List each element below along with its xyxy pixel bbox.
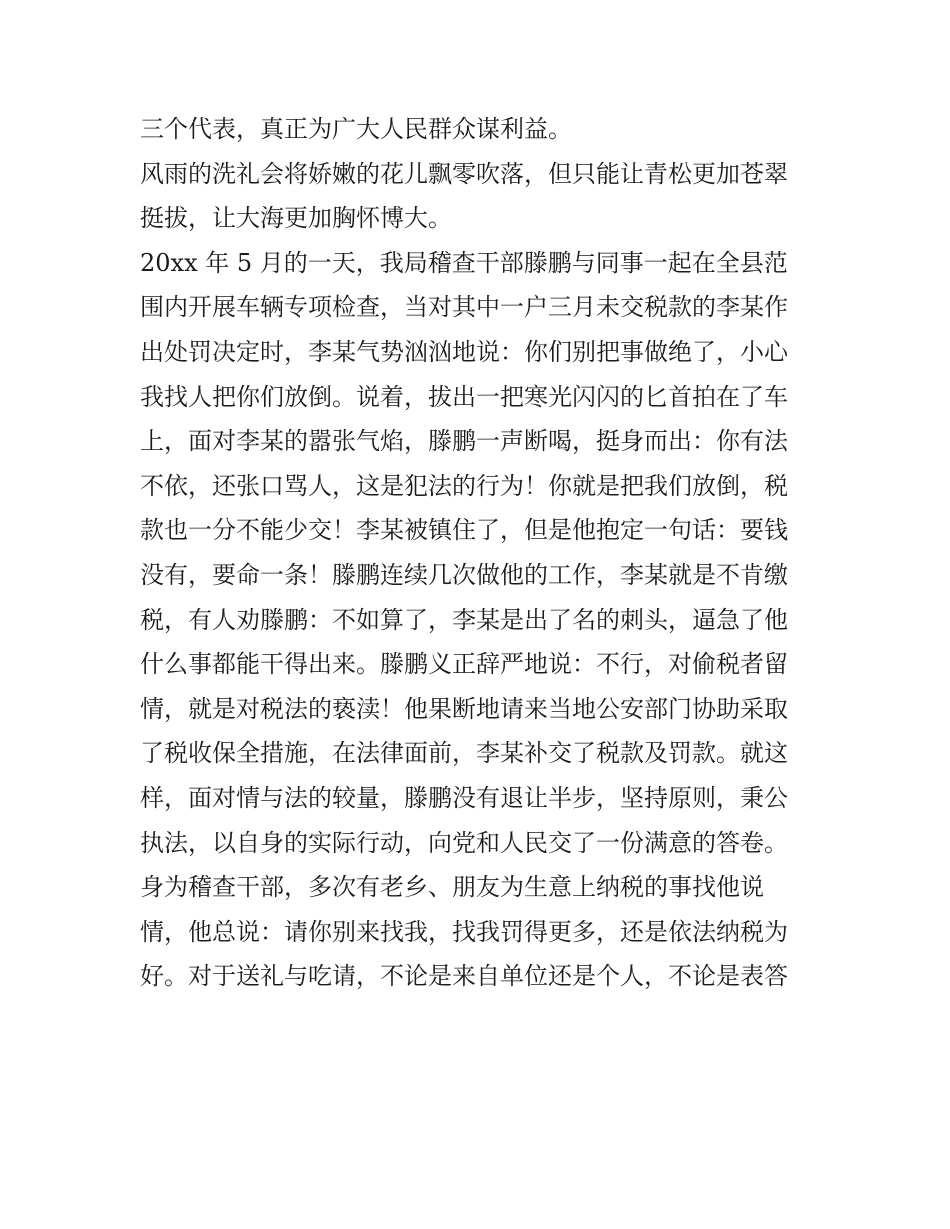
text-line: 不依，还张口骂人，这是犯法的行为！你就是把我们放倒，税 xyxy=(140,471,788,500)
text-line: 税，有人劝滕鹏：不如算了，李某是出了名的刺头，逼急了他 xyxy=(140,605,788,634)
text-line: 上，面对李某的嚣张气焰，滕鹏一声断喝，挺身而出：你有法 xyxy=(140,427,788,456)
text-line: 情，就是对税法的亵渎！他果断地请来当地公安部门协助采取 xyxy=(140,694,788,723)
text-line: 什么事都能干得出来。滕鹏义正辞严地说：不行，对偷税者留 xyxy=(140,650,788,679)
text-line: 我找人把你们放倒。说着，拔出一把寒光闪闪的匕首拍在了车 xyxy=(140,382,788,411)
text-line: 好。对于送礼与吃请，不论是来自单位还是个人，不论是表答 xyxy=(140,962,788,991)
text-line: 情，他总说：请你别来找我，找我罚得更多，还是依法纳税为 xyxy=(140,917,788,946)
text-line: 没有，要命一条！滕鹏连续几次做他的工作，李某就是不肯缴 xyxy=(140,560,788,589)
text-line: 挺拔，让大海更加胸怀博大。 xyxy=(140,204,452,233)
text-line: 围内开展车辆专项检查，当对其中一户三月未交税款的李某作 xyxy=(140,293,788,322)
text-line: 款也一分不能少交！李某被镇住了，但是他抱定一句话：要钱 xyxy=(140,516,788,545)
text-line: 了税收保全措施，在法律面前，李某补交了税款及罚款。就这 xyxy=(140,739,788,768)
text-line: 执法，以自身的实际行动，向党和人民交了一份满意的答卷。 xyxy=(140,828,788,857)
text-line: 风雨的洗礼会将娇嫩的花儿飘零吹落，但只能让青松更加苍翠 xyxy=(140,159,788,188)
text-line: 身为稽查干部，多次有老乡、朋友为生意上纳税的事找他说 xyxy=(140,873,764,902)
text-line: 三个代表，真正为广大人民群众谋利益。 xyxy=(140,115,572,143)
body-text xyxy=(140,107,820,999)
text-line: 样，面对情与法的较量，滕鹏没有退让半步，坚持原则，秉公 xyxy=(140,783,788,812)
text-line: 20xx 年 5 月的一天，我局稽查干部滕鹏与同事一起在全县范 xyxy=(140,248,788,277)
text-line: 出处罚决定时，李某气势汹汹地说：你们别把事做绝了，小心 xyxy=(140,337,788,366)
